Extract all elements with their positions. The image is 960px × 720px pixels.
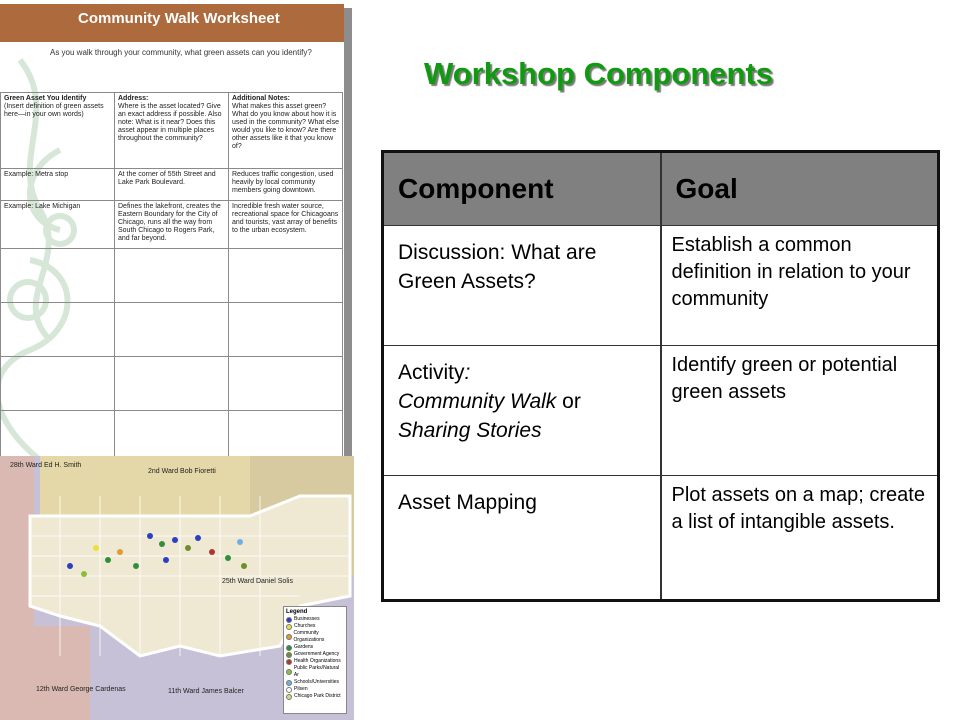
legend-swatch-icon xyxy=(286,617,292,623)
legend-label: Community Organizations xyxy=(293,630,325,643)
worksheet-header-cell: Address: Where is the asset located? Give an exact address if possible. Also note: What is it near? Does this asset appear in multiple places throughout the community? xyxy=(115,93,229,169)
worksheet-example-row xyxy=(1,169,343,201)
slide-title: Workshop Components xyxy=(424,56,774,91)
legend-item xyxy=(286,686,344,693)
worksheet-cell: Incredible fresh water source, recreational space for Chicagoans and tourists, vast array of benefits to the urban ecosystem. xyxy=(229,201,343,249)
legend-item xyxy=(286,616,344,623)
table-header-row xyxy=(383,152,939,226)
worksheet-cell: Example: Metra stop xyxy=(1,169,115,201)
legend-swatch-icon xyxy=(286,680,292,686)
component-cell xyxy=(383,346,661,476)
goal-cell: Establish a common definition in relation to your community xyxy=(661,226,939,346)
worksheet-header-cell: Green Asset You Identify (Insert definition of green assets here—in your own words) xyxy=(1,93,115,169)
legend-label: Chicago Park District xyxy=(294,693,341,699)
map-ward-label: 28th Ward Ed H. Smith xyxy=(10,462,82,469)
map-legend xyxy=(283,606,347,714)
legend-item xyxy=(286,623,344,630)
column-header-goal: Goal xyxy=(661,152,939,226)
goal-cell: Plot assets on a map; create a list of intangible assets. xyxy=(661,476,939,601)
column-header-component: Component xyxy=(383,152,661,226)
goal-cell: Identify green or potential green assets xyxy=(661,346,939,476)
worksheet-header-row xyxy=(1,93,343,169)
legend-item xyxy=(286,679,344,686)
worksheet-cell: Example: Lake Michigan xyxy=(1,201,115,249)
map-ward-label: 25th Ward Daniel Solis xyxy=(222,578,293,585)
legend-swatch-icon xyxy=(286,634,292,640)
legend-swatch-icon xyxy=(286,652,292,658)
worksheet-blank-row xyxy=(1,357,343,411)
worksheet-blank-row xyxy=(1,249,343,303)
legend-swatch-icon xyxy=(286,659,292,665)
component-cell: Asset Mapping xyxy=(383,476,661,601)
table-row xyxy=(383,346,939,476)
worksheet-cell: Defines the lakefront, creates the Eastern Boundary for the City of Chicago, runs all the way from South Chicago to Rogers Park, and far beyond. xyxy=(115,201,229,249)
legend-swatch-icon xyxy=(286,687,292,693)
legend-label: Gardens xyxy=(294,644,314,650)
component-text: : xyxy=(464,361,471,384)
worksheet-blank-row xyxy=(1,411,343,463)
worksheet-cell: At the corner of 55th Street and Lake Park Boulevard. xyxy=(115,169,229,201)
component-text: Sharing Stories xyxy=(398,419,542,442)
legend-title: Legend xyxy=(286,609,308,615)
worksheet-blank-row xyxy=(1,303,343,357)
component-text: or xyxy=(556,390,581,413)
map-ward-label: 12th Ward George Cardenas xyxy=(36,686,126,693)
table-row xyxy=(383,476,939,601)
legend-label: Public Parks/Natural Ar xyxy=(293,665,340,678)
legend-swatch-icon xyxy=(286,645,292,651)
asset-map-image xyxy=(0,456,354,720)
worksheet-cell: Reduces traffic congestion, used heavily by local community members going downtown. xyxy=(229,169,343,201)
worksheet-header-cell: Additional Notes: What makes this asset green? What do you know about how it is used in the community? What else would you like to know? Are there other assets like it that you know of? xyxy=(229,93,343,169)
component-text: Community Walk xyxy=(398,390,557,413)
worksheet-table xyxy=(0,92,343,462)
legend-item xyxy=(286,651,344,658)
legend-swatch-icon xyxy=(286,669,292,675)
legend-item xyxy=(286,644,344,651)
legend-label: Churches xyxy=(294,623,316,629)
legend-items xyxy=(286,616,344,700)
legend-item xyxy=(286,658,344,665)
legend-label: Schools/Universities xyxy=(294,679,340,685)
legend-label: Health Organizations xyxy=(294,658,341,664)
legend-swatch-icon xyxy=(286,624,292,630)
legend-label: Businesses xyxy=(294,616,320,622)
worksheet-subtitle: As you walk through your community, what green assets can you identify? xyxy=(50,48,312,57)
legend-item xyxy=(286,693,344,700)
map-ward-label: 2nd Ward Bob Fioretti xyxy=(148,468,216,475)
legend-item xyxy=(286,630,344,644)
legend-item xyxy=(286,665,344,679)
legend-label: Pilsen xyxy=(294,686,308,692)
legend-label: Government Agency xyxy=(294,651,340,657)
map-ward-label: 11th Ward James Balcer xyxy=(168,688,244,695)
worksheet-example-row xyxy=(1,201,343,249)
worksheet-title: Community Walk Worksheet xyxy=(78,10,280,27)
worksheet-page-edge xyxy=(344,8,352,462)
component-text: Activity xyxy=(398,361,465,384)
legend-swatch-icon xyxy=(286,694,292,700)
table-row xyxy=(383,226,939,346)
component-cell: Discussion: What are Green Assets? xyxy=(383,226,661,346)
community-walk-worksheet-image xyxy=(0,0,352,462)
workshop-components-table xyxy=(381,150,940,602)
